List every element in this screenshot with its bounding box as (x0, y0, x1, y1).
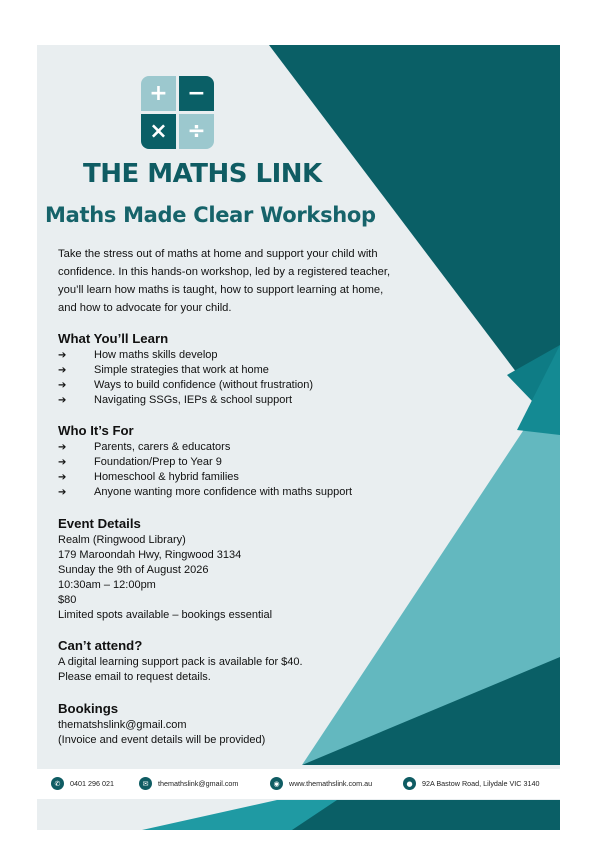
footer-phone[interactable]: ✆ 0401 296 021 (51, 777, 114, 790)
cant-line: A digital learning support pack is available for $40. (58, 656, 303, 668)
list-item: ➔ Navigating SSGs, IEPs & school support (58, 394, 293, 406)
bookings-heading: Bookings (58, 701, 119, 716)
list-item: ➔ Parents, carers & educators (58, 441, 231, 453)
bottom-dark-band (292, 800, 560, 830)
plus-icon: + (141, 76, 176, 111)
arrow-icon: ➔ (58, 395, 67, 406)
who-list (58, 440, 418, 500)
arrow-icon: ➔ (58, 487, 67, 498)
footer-contact-bar (37, 769, 560, 799)
globe-icon: ◉ (270, 777, 283, 790)
phone-icon: ✆ (51, 777, 64, 790)
cant-attend-section (58, 638, 418, 685)
list-item: ➔ Ways to build confidence (without frustration) (58, 379, 314, 391)
multiply-icon: × (141, 114, 176, 149)
list-item: ➔ Anyone wanting more confidence with maths support (58, 486, 353, 498)
learn-list (58, 348, 418, 408)
who-section (58, 423, 418, 500)
event-price: $80 (58, 594, 77, 606)
cant-line: Please email to request details. (58, 671, 211, 683)
arrow-icon: ➔ (58, 350, 67, 361)
footer-email[interactable]: ✉ themathslink@gmail.com (139, 777, 238, 790)
event-time: 10:30am – 12:00pm (58, 579, 156, 591)
event-venue: Realm (Ringwood Library) (58, 534, 186, 546)
logo (141, 76, 215, 150)
event-date: Sunday the 9th of August 2026 (58, 564, 209, 576)
event-address: 179 Maroondah Hwy, Ringwood 3134 (58, 549, 242, 561)
footer-address[interactable]: ● 92A Bastow Road, Lilydale VIC 3140 (403, 777, 539, 790)
email-icon: ✉ (139, 777, 152, 790)
page-title: Maths Made Clear Workshop (45, 203, 376, 227)
list-item: ➔ Foundation/Prep to Year 9 (58, 456, 222, 468)
arrow-icon: ➔ (58, 457, 67, 468)
event-section (58, 516, 418, 623)
learn-heading: What You’ll Learn (58, 331, 169, 346)
footer-website[interactable]: ◉ www.themathslink.com.au (270, 777, 372, 790)
bookings-section (58, 701, 418, 748)
arrow-icon: ➔ (58, 442, 67, 453)
flyer-page (37, 45, 560, 830)
list-item: ➔ Homeschool & hybrid families (58, 471, 239, 483)
minus-icon: − (179, 76, 214, 111)
bookings-email[interactable]: thematshslink@gmail.com (58, 719, 187, 731)
learn-section (58, 331, 418, 408)
event-heading: Event Details (58, 516, 141, 531)
divide-icon: ÷ (179, 114, 214, 149)
list-item: ➔ How maths skills develop (58, 349, 218, 361)
arrow-icon: ➔ (58, 365, 67, 376)
brand-name: THE MATHS LINK (83, 159, 322, 189)
intro-paragraph: Take the stress out of maths at home and support your child with confidence. In this hands-on workshop, led by a registered teacher, you’ll learn how maths is taught, how to support learning at home, and how to advocate for your child. (58, 248, 391, 314)
list-item: ➔ Simple strategies that work at home (58, 364, 269, 376)
who-heading: Who It’s For (58, 423, 134, 438)
event-note: Limited spots available – bookings essential (58, 609, 273, 621)
location-pin-icon: ● (403, 777, 416, 790)
bookings-note: (Invoice and event details will be provided) (58, 734, 266, 746)
arrow-icon: ➔ (58, 380, 67, 391)
cant-heading: Can’t attend? (58, 638, 143, 653)
arrow-icon: ➔ (58, 472, 67, 483)
